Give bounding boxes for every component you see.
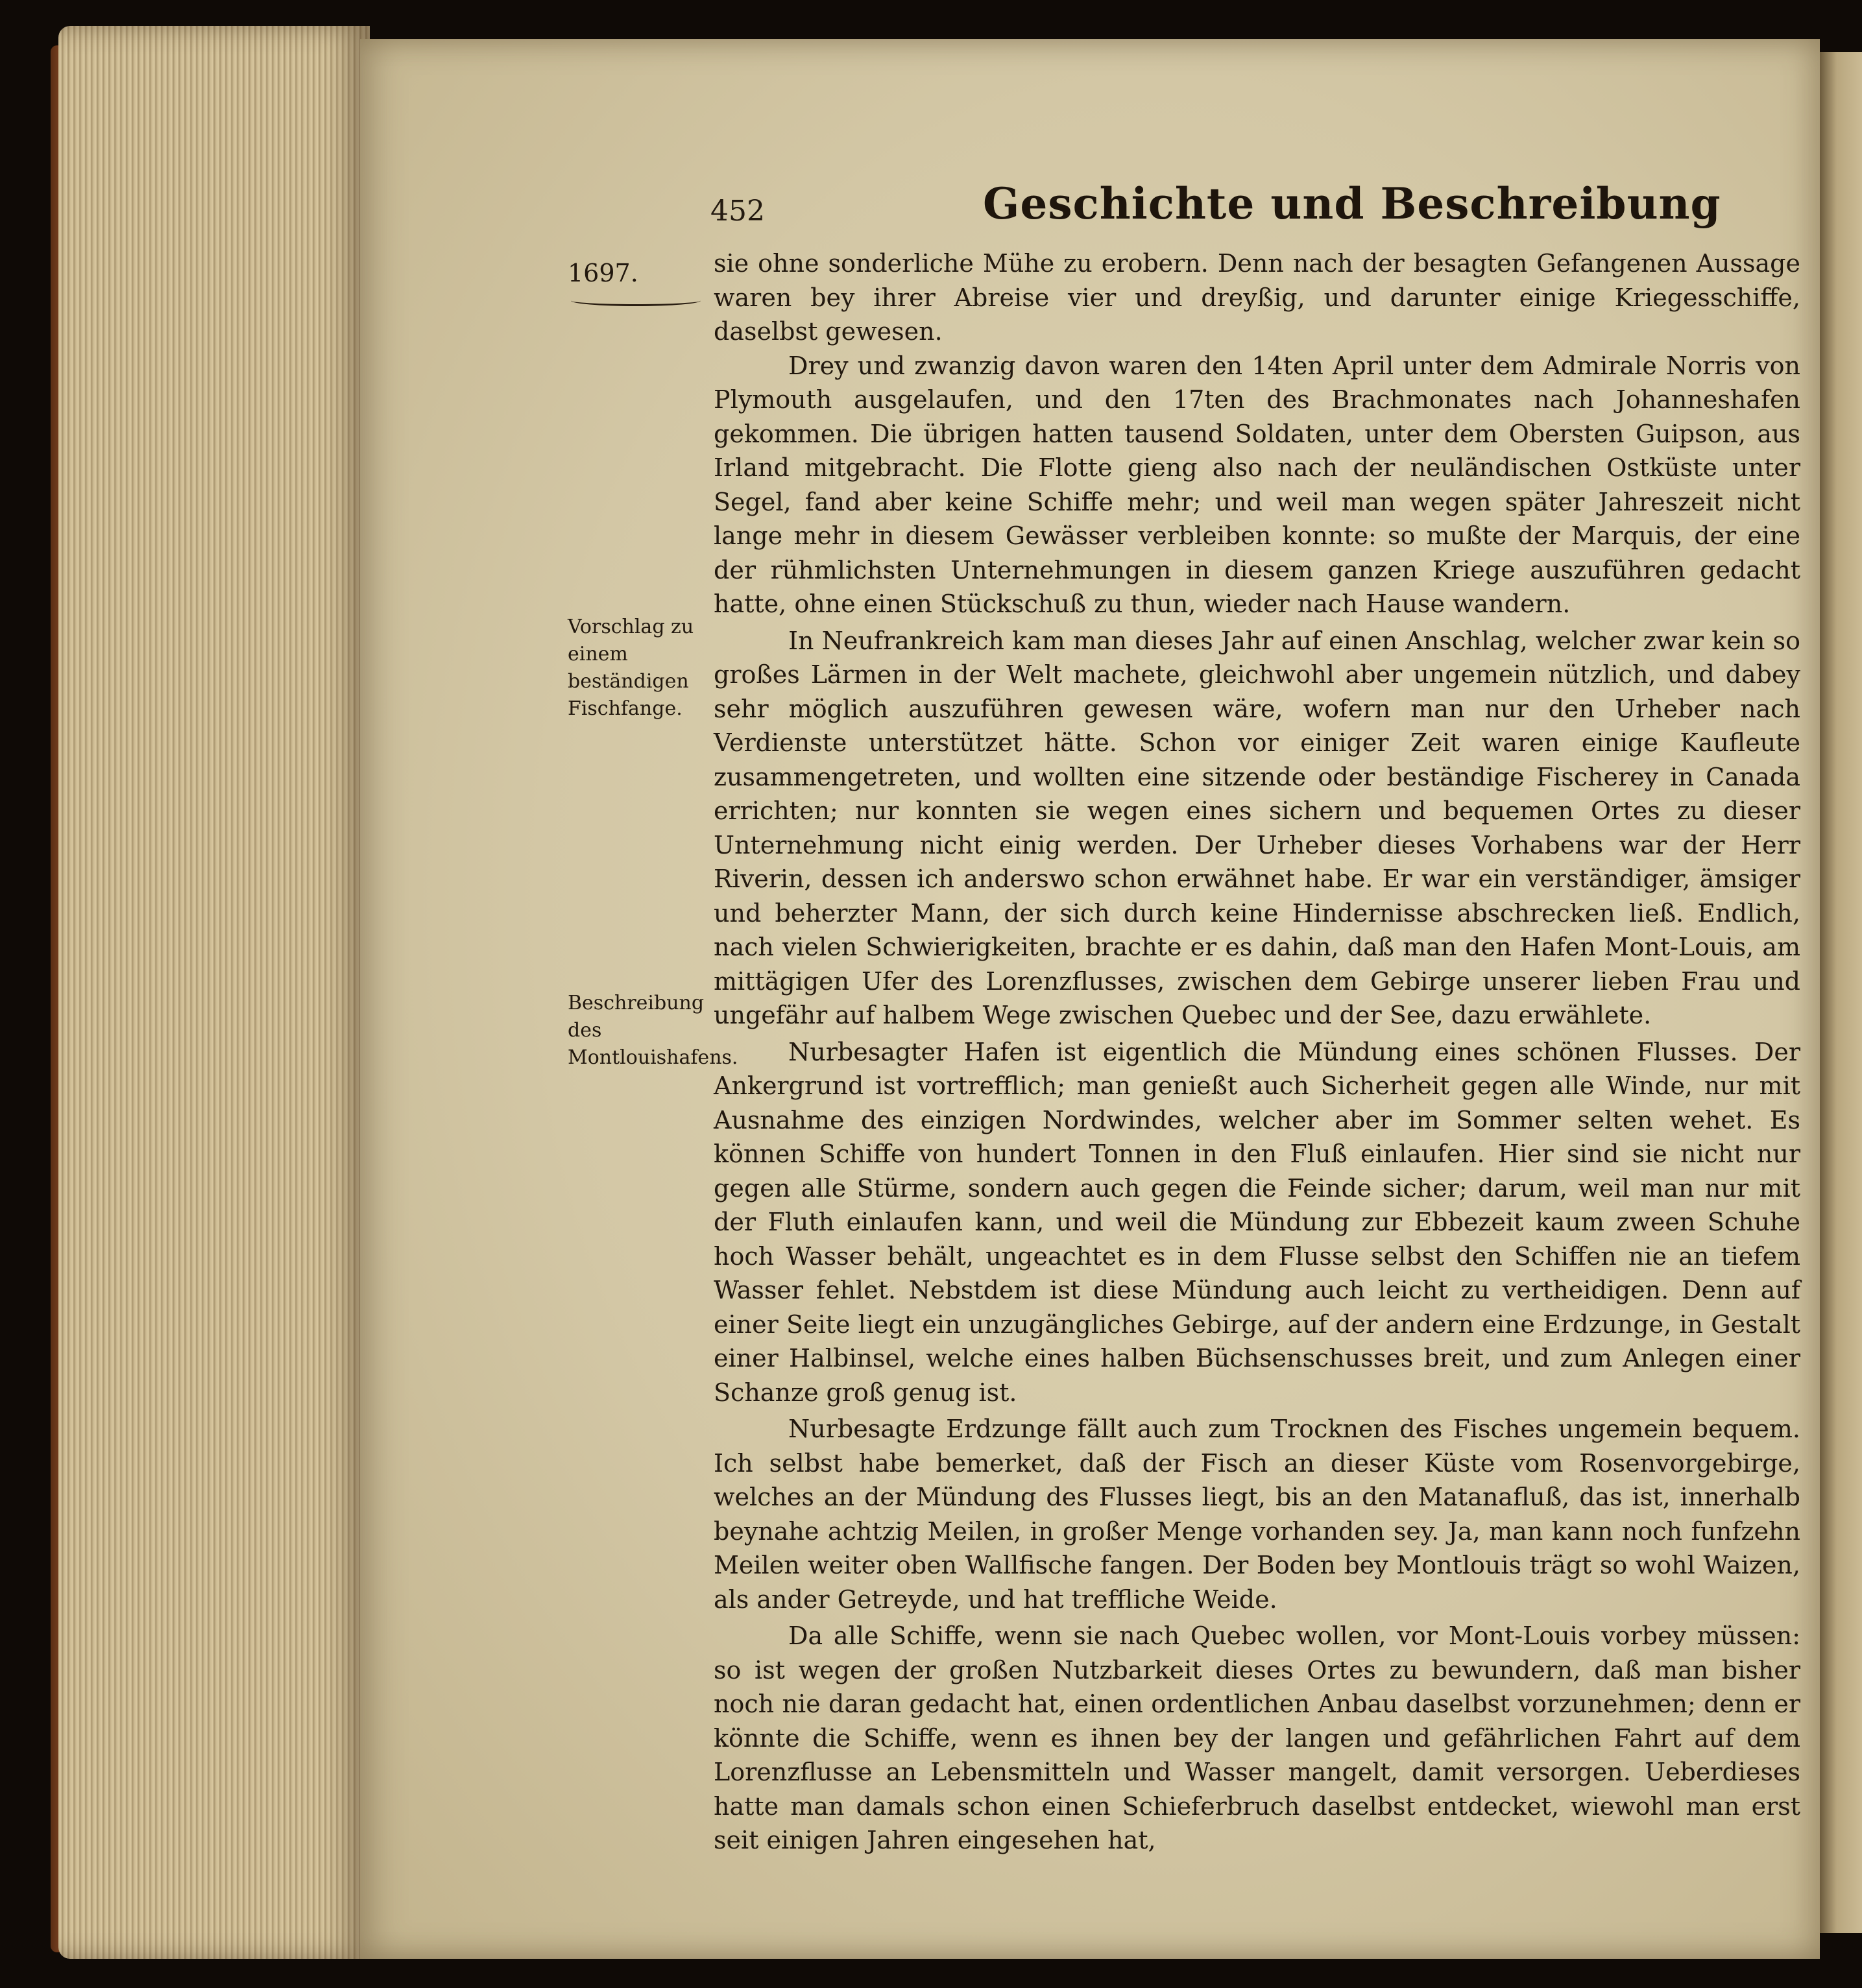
page-header <box>360 159 1820 229</box>
paragraph-2: Drey und zwanzig davon waren den 14ten April unter dem Admirale Norris von Plymouth ausgelaufen, und den 17ten des Brachmonates nach Johanneshafen gekommen. Die übrigen hatten tausend Soldaten, unter dem Obersten Guipson, aus Irland mitgebracht. Die Flotte gieng also nach der neuländischen Ostküste unter Segel, fand aber keine Schiffe mehr; und weil man wegen später Jahreszeit nicht lange mehr in diesem Gewässer verbleiben konnte: so mußte der Marquis, der eine der rühmlichsten Unternehmungen in diesem ganzen Kriege auszuführen gedacht hatte, ohne einen Stückschuß zu thun, wieder nach Hause wandern. <box>714 351 1800 618</box>
paragraph-3: In Neufrankreich kam man dieses Jahr auf einen Anschlag, welcher zwar kein so großes Lärmen in der Welt machete, gleichwohl aber ungemein nützlich, und dabey sehr möglich auszuführen gewesen wäre, wofern man nur den Urheber nach Verdienste unterstützet hätte. Schon vor einiger Zeit waren einige Kaufleute zusammengetreten, und wollten eine sitzende oder beständige Fischerey in Canada errichten; nur konnten sie wegen eines sichern und bequemen Ortes zu dieser Unternehmung nicht einig werden. Der Urheber dieses Vorhabens war der Herr Riverin, dessen ich anderswo schon erwähnet habe. Er war ein verständiger, ämsiger und beherzter Mann, der sich durch keine Hindernisse abschrecken ließ. Endlich, nach vielen Schwierigkeiten, brachte er es dahin, daß man den Hafen Mont-Louis, am mittägigen Ufer des Lorenzflusses, zwischen dem Gebirge unserer lieben Frau und ungefähr auf halbem Wege zwischen Quebec und der See, dazu erwählete. <box>714 626 1800 1029</box>
page-edges <box>58 26 370 1959</box>
facing-page-edge <box>1820 52 1862 1933</box>
body-text <box>714 246 1800 1858</box>
margin-note-fishery: Vorschlag zu einem beständigen Fischfange. <box>568 616 694 720</box>
paragraph-4: Nurbesagter Hafen ist eigentlich die Mündung eines schönen Flusses. Der Ankergrund ist vortrefflich; man genießt auch Sicherheit gegen alle Winde, nur mit Ausnahme des einzigen Nordwindes, welcher aber im Sommer selten wehet. Es können Schiffe von hundert Tonnen in den Fluß einlaufen. Hier sind sie nicht nur gegen alle Stürme, sondern auch gegen die Feinde sicher; darum, weil man nur mit der Fluth einlaufen kann, und weil die Mündung zur Ebbezeit kaum zween Schuhe hoch Wasser behält, ungeachtet es in dem Flusse selbst den Schiffen nie an tiefem Wasser fehlet. Nebstdem ist diese Mündung auch leicht zu vertheidigen. Denn auf einer Seite liegt ein unzugängliches Gebirge, auf der andern eine Erdzunge, in Gestalt einer Halbinsel, welche eines halben Büchsenschusses breit, und zum Anlegen einer Schanze groß genug ist. <box>714 1037 1800 1407</box>
year-flourish <box>571 295 701 306</box>
running-title: Geschichte und Beschreibung <box>983 178 1721 229</box>
page-number: 452 <box>710 195 765 228</box>
paragraph-1: sie ohne sonderliche Mühe zu erobern. Denn nach der besagten Gefangenen Aussage waren bey ihrer Abreise vier und dreyßig, und darunter einige Kriegesschiffe, daselbst gewesen. <box>714 249 1800 346</box>
margin-year: 1697. <box>568 259 638 287</box>
margin-note-harbour: Beschreibung des Montlouishafens. <box>568 992 738 1069</box>
paragraph-6: Da alle Schiffe, wenn sie nach Quebec wollen, vor Mont-Louis vorbey müssen: so ist wegen der großen Nutzbarkeit dieses Ortes zu bewundern, daß man bisher noch nie daran gedacht hat, einen ordentlichen Anbau daselbst vorzunehmen; denn er könnte die Schiffe, wenn es ihnen bey der langen und gefährlichen Fahrt auf dem Lorenzflusse an Lebensmitteln und Wasser mangelt, damit versorgen. Ueberdieses hatte man damals schon einen Schieferbruch daselbst entdecket, wiewohl man erst seit einigen Jahren eingesehen hat, <box>714 1622 1800 1854</box>
book-page <box>360 39 1820 1959</box>
paragraph-5: Nurbesagte Erdzunge fällt auch zum Trocknen des Fisches ungemein bequem. Ich selbst habe bemerket, daß der Fisch an dieser Küste vom Rosenvorgebirge, welches an der Mündung des Flusses liegt, bis an den Matanafluß, das ist, innerhalb beynahe achtzig Meilen, in großer Menge vorhanden sey. Ja, man kann noch funfzehn Meilen weiter oben Wallfische fangen. Der Boden bey Montlouis trägt so wohl Waizen, als ander Getreyde, und hat treffliche Weide. <box>714 1415 1800 1614</box>
